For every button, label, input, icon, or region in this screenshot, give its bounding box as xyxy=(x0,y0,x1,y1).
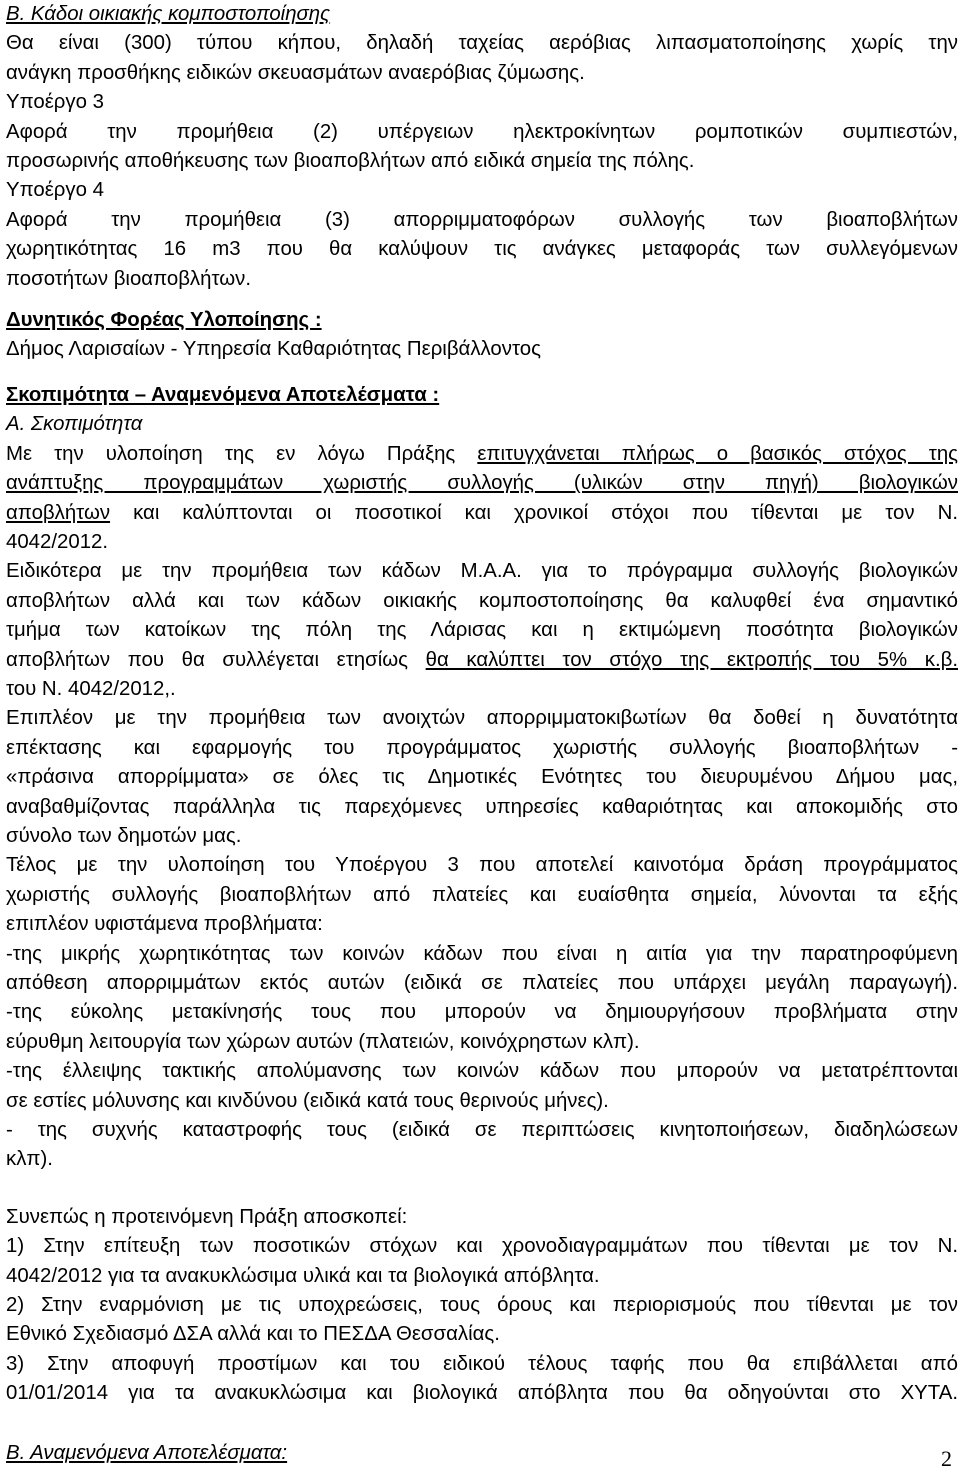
paragraph3-line-3: «πράσινα απορρίμματα» σε όλες τις Δημοτικές Ενότητες του διευρυμένου Δήμου μας, xyxy=(6,766,958,789)
implementing-body-heading: Δυνητικός Φορέας Υλοποίησης : xyxy=(6,309,322,332)
paragraph2-line-4-start: αποβλήτων που θα συλλέγεται ετησίως xyxy=(6,648,426,671)
paragraph2-line-1: Ειδικότερα με την προμήθεια των κάδων Μ.Α.Α. για το πρόγραμμα συλλογής βιολογικών xyxy=(6,560,958,583)
paragraph2-line-5: του Ν. 4042/2012,. xyxy=(6,677,176,700)
paragraph4-line-11: κλπ). xyxy=(6,1148,53,1171)
paragraph3-line-5: σύνολο των δημοτών μας. xyxy=(6,824,242,847)
paragraph4-line-8: -της έλλειψης τακτικής απολύμανσης των κοινών κάδων που μπορούν να μετατρέπτονται xyxy=(6,1060,958,1083)
subproject4-title: Υποέργο 4 xyxy=(6,179,104,202)
section-b-line-2: ανάγκη προσθήκης ειδικών σκευασμάτων αναερόβιας ζύμωσης. xyxy=(6,61,585,84)
paragraph5-line-1: Συνεπώς η προτεινόμενη Πράξη αποσκοπεί: xyxy=(6,1205,408,1228)
paragraph1-line-4: 4042/2012. xyxy=(6,530,109,553)
paragraph2-line-4-underlined: θα καλύπτει τον στόχο της εκτροπής του 5% κ.β. xyxy=(425,648,958,671)
paragraph3-line-4: αναβαθμίζοντας παράλληλα τις παρεχόμενες υπηρεσίες καθαριότητας και αποκομιδής στο xyxy=(6,795,958,818)
paragraph1-line-3-rest: και καλύπτονται οι ποσοτικοί και χρονικοί στόχοι που τίθενται με τον Ν. xyxy=(110,501,958,524)
subproject3-line-1: Αφορά την προμήθεια (2) υπέργειων ηλεκτροκίνητων ρομποτικών συμπιεστών, xyxy=(6,120,958,143)
subproject3-line-2: προσωρινής αποθήκευσης των βιοαποβλήτων από ειδικά σημεία της πόλης. xyxy=(6,150,695,173)
page-number: 2 xyxy=(941,1446,952,1471)
paragraph4-line-9: σε εστίες μόλυνσης και κινδύνου (ειδικά κατά τους θερινούς μήνες). xyxy=(6,1089,609,1112)
expected-results-heading: Β. Αναμενόμενα Αποτελέσματα: xyxy=(6,1441,288,1464)
paragraph5-line-6: 3) Στην αποφυγή προστίμων και του ειδικού τέλους ταφής που θα επιβάλλεται από xyxy=(6,1352,958,1375)
paragraph1-line-1-underlined: επιτυγχάνεται πλήρως ο βασικός στόχος της xyxy=(477,442,958,465)
paragraph1-line-3-underlined: αποβλήτων xyxy=(6,501,111,524)
paragraph1-line-1 xyxy=(6,440,958,469)
implementing-body-value: Δήμος Λαρισαίων - Υπηρεσία Καθαριότητας Περιβάλλοντος xyxy=(6,338,541,361)
paragraph4-line-2: χωριστής συλλογής βιοαποβλήτων από πλατείες και ευαίσθητα σημεία, λύνονται τα εξής xyxy=(6,883,958,906)
section-b-line-1: Θα είναι (300) τύπου κήπου, δηλαδή ταχείας αερόβιας λιπασματοποίησης χωρίς την xyxy=(6,32,958,55)
paragraph4-line-4: -της μικρής χωρητικότητας των κοινών κάδων που είναι η αιτία για την παρατηροφύμενη xyxy=(6,942,958,965)
paragraph2-line-4 xyxy=(6,646,958,675)
paragraph1-line-3 xyxy=(6,499,958,528)
subproject3-title: Υποέργο 3 xyxy=(6,91,104,114)
paragraph1-line-1-start: Με την υλοποίηση της εν λόγω Πράξης xyxy=(6,442,478,465)
paragraph5-line-5: Εθνικό Σχεδιασμό ΔΣΑ αλλά και το ΠΕΣΔΑ Θεσσαλίας. xyxy=(6,1323,500,1346)
paragraph2-line-2: αποβλήτων αλλά και των κάδων οικιακής κομποστοποίησης θα καλυφθεί ένα σημαντικό xyxy=(6,589,958,612)
paragraph4-line-3: επιπλέον υφιστάμενα προβλήματα: xyxy=(6,913,323,936)
subproject4-line-3: ποσοτήτων βιοαποβλήτων. xyxy=(6,267,252,290)
subproject4-line-1: Αφορά την προμήθεια (3) απορριμματοφόρων συλλογής των βιοαποβλήτων xyxy=(6,208,958,231)
paragraph1-line-2: ανάπτυξης προγραμμάτων χωριστής συλλογής (υλικών στην πηγή) βιολογικών xyxy=(6,472,958,495)
paragraph4-line-10: - της συχνής καταστροφής τους (ειδικά σε περιπτώσεις κινητοποιήσεων, διαδηλώσεων xyxy=(6,1119,958,1142)
subproject4-line-2: χωρητικότητας 16 m3 που θα καλύψουν τις ανάγκες μεταφοράς των συλλεγόμενων xyxy=(6,238,958,261)
purpose-sub-heading: Α. Σκοπιμότητα xyxy=(6,413,143,436)
document-page xyxy=(6,0,958,1468)
paragraph3-line-2: επέκτασης και εφαρμογής του προγράμματος χωριστής συλλογής βιοαποβλήτων - xyxy=(6,736,958,759)
section-b-heading: Β. Κάδοι οικιακής κομποστοποίησης xyxy=(6,3,331,25)
paragraph4-line-5: απόθεση απορριμμάτων εκτός αυτών (ειδικά σε πλατείες που υπάρχει μεγάλη παραγωγή). xyxy=(6,972,958,994)
paragraph4-line-7: εύρυθμη λειτουργία των χώρων αυτών (πλατειών, κοινόχρηστων κλπ). xyxy=(6,1030,640,1053)
paragraph5-line-7: 01/01/2014 για τα ανακυκλώσιμα και βιολογικά απόβλητα που θα οδηγούνται στο ΧΥΤΑ. xyxy=(6,1382,958,1405)
paragraph4-line-1: Τέλος με την υλοποίηση του Υποέργου 3 που αποτελεί καινοτόμα δράση προγράμματος xyxy=(6,854,958,877)
paragraph4-line-6: -της εύκολης μετακίνησής τους που μπορούν να δημιουργήσουν προβλήματα στην xyxy=(6,1001,958,1024)
paragraph2-line-3: τμήμα των κατοίκων της πόλη της Λάρισας και η εκτιμώμενη ποσότητα βιολογικών xyxy=(6,619,958,642)
paragraph5-line-3: 4042/2012 για τα ανακυκλώσιμα υλικά και τα βιολογικά απόβλητα. xyxy=(6,1264,600,1287)
paragraph5-line-2: 1) Στην επίτευξη των ποσοτικών στόχων και χρονοδιαγραμμάτων που τίθενται με τον Ν. xyxy=(6,1235,958,1258)
purpose-heading: Σκοπιμότητα – Αναμενόμενα Αποτελέσματα : xyxy=(6,383,440,406)
paragraph5-line-4: 2) Στην εναρμόνιση με τις υποχρεώσεις, τους όρους και περιορισμούς που τίθενται με τον xyxy=(6,1294,958,1317)
paragraph3-line-1: Επιπλέον με την προμήθεια των ανοιχτών απορριμματοκιβωτίων θα δοθεί η δυνατότητα xyxy=(6,707,958,730)
